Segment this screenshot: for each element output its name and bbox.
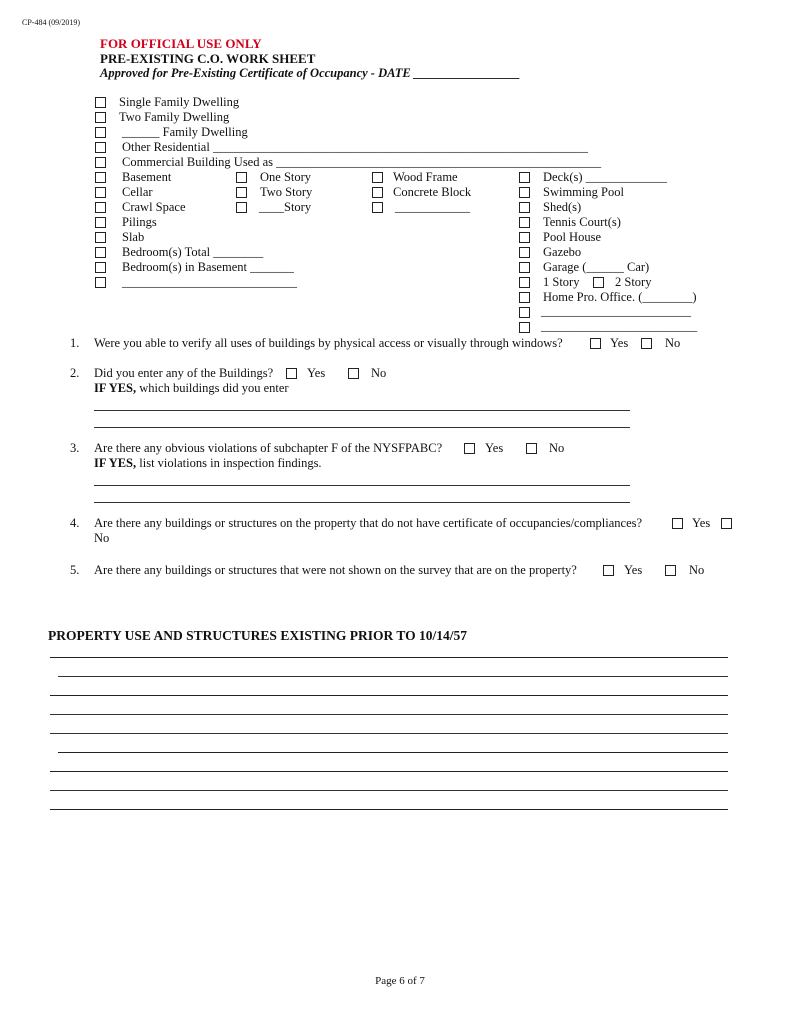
- label-one-story: One Story: [260, 170, 312, 184]
- checkbox-single-family[interactable]: [95, 97, 106, 108]
- q1-number: 1.: [70, 336, 80, 350]
- label-home-office: Home Pro. Office. (________): [543, 290, 697, 304]
- q2-no-label: No: [371, 366, 387, 380]
- label-decks: Deck(s) _____________: [543, 170, 667, 184]
- label-sheds: Shed(s): [543, 200, 582, 214]
- q2-no-checkbox[interactable]: [348, 368, 359, 379]
- label-wood-frame: Wood Frame: [393, 170, 458, 184]
- q5-text: Are there any buildings or structures that were not shown on the survey that are on the property?: [94, 563, 577, 577]
- label-col1-other: ____________________________: [122, 275, 297, 289]
- q3-answer-line-2[interactable]: [94, 502, 630, 503]
- label-slab: Slab: [122, 230, 145, 244]
- label-cellar: Cellar: [122, 185, 153, 199]
- checkbox-two-story[interactable]: [236, 187, 247, 198]
- label-gazebo: Gazebo: [543, 245, 582, 259]
- checkbox-wood-frame[interactable]: [372, 172, 383, 183]
- q4-yes-label: Yes: [692, 516, 711, 530]
- q1-text: Were you able to verify all uses of buildings by physical access or visually through windows?: [94, 336, 563, 350]
- property-use-line-1[interactable]: [50, 657, 728, 658]
- property-use-line-4[interactable]: [50, 714, 728, 715]
- label-two-story: Two Story: [260, 185, 313, 199]
- checkbox-decks[interactable]: [519, 172, 530, 183]
- q2-if-yes: IF YES,: [94, 381, 137, 395]
- q5-no-checkbox[interactable]: [665, 565, 676, 576]
- label-col4-other-1: ________________________: [541, 304, 691, 318]
- checkbox-concrete-block[interactable]: [372, 187, 383, 198]
- label-col3-other: ____________: [395, 200, 470, 214]
- q1-yes-checkbox[interactable]: [590, 338, 601, 349]
- checkbox-two-family[interactable]: [95, 112, 106, 123]
- q3-yes-label: Yes: [485, 441, 504, 455]
- label-basement: Basement: [122, 170, 172, 184]
- property-use-line-8[interactable]: [50, 790, 728, 791]
- property-use-line-7[interactable]: [50, 771, 728, 772]
- q3-followup-text: list violations in inspection findings.: [139, 456, 322, 470]
- q1-yes-label: Yes: [610, 336, 629, 350]
- checkbox-col4-other-1[interactable]: [519, 307, 530, 318]
- q5-yes-checkbox[interactable]: [603, 565, 614, 576]
- checkbox-garage-2-story[interactable]: [593, 277, 604, 288]
- q4-number: 4.: [70, 516, 80, 530]
- label-bedrooms-total: Bedroom(s) Total ________: [122, 245, 264, 259]
- property-use-line-6[interactable]: [58, 752, 728, 753]
- checkbox-crawl-space[interactable]: [95, 202, 106, 213]
- label-garage: Garage (______ Car): [543, 260, 650, 274]
- q1-no-label: No: [665, 336, 681, 350]
- checkbox-one-story[interactable]: [236, 172, 247, 183]
- checkbox-pilings[interactable]: [95, 217, 106, 228]
- q5-yes-label: Yes: [624, 563, 643, 577]
- q4-no-checkbox[interactable]: [721, 518, 732, 529]
- checkbox-swimming-pool[interactable]: [519, 187, 530, 198]
- property-use-line-3[interactable]: [50, 695, 728, 696]
- q2-number: 2.: [70, 366, 80, 380]
- form-code: CP-484 (09/2019): [22, 18, 80, 27]
- checkbox-pool-house[interactable]: [519, 232, 530, 243]
- checkbox-bedrooms-basement[interactable]: [95, 262, 106, 273]
- q3-yes-checkbox[interactable]: [464, 443, 475, 454]
- checkbox-col1-other[interactable]: [95, 277, 106, 288]
- q3-number: 3.: [70, 441, 80, 455]
- property-use-line-2[interactable]: [58, 676, 728, 677]
- label-two-family: Two Family Dwelling: [119, 110, 230, 124]
- worksheet-title: PRE-EXISTING C.O. WORK SHEET: [100, 51, 316, 66]
- label-single-family: Single Family Dwelling: [119, 95, 240, 109]
- q2-yes-label: Yes: [307, 366, 326, 380]
- checkbox-cellar[interactable]: [95, 187, 106, 198]
- checkbox-col4-other-2[interactable]: [519, 322, 530, 333]
- q2-answer-line-2[interactable]: [94, 427, 630, 428]
- q4-no-label: No: [94, 531, 110, 545]
- label-multi-family: ______ Family Dwelling: [122, 125, 248, 139]
- checkbox-col3-other[interactable]: [372, 202, 383, 213]
- label-garage-2-story: 2 Story: [615, 275, 652, 289]
- q2-answer-line-1[interactable]: [94, 410, 630, 411]
- label-other-residential: Other Residential ____________________________________________________________: [122, 140, 588, 154]
- checkbox-bedrooms-total[interactable]: [95, 247, 106, 258]
- label-pool-house: Pool House: [543, 230, 601, 244]
- q3-no-checkbox[interactable]: [526, 443, 537, 454]
- property-use-line-9[interactable]: [50, 809, 728, 810]
- label-tennis-court: Tennis Court(s): [543, 215, 621, 229]
- page-number: Page 6 of 7: [375, 975, 425, 987]
- q2-followup-text: which buildings did you enter: [139, 381, 289, 395]
- checkbox-multi-family[interactable]: [95, 127, 106, 138]
- q3-text: Are there any obvious violations of subchapter F of the NYSFPABC?: [94, 441, 443, 455]
- checkbox-commercial[interactable]: [95, 157, 106, 168]
- checkbox-garage-1-story[interactable]: [519, 277, 530, 288]
- section-title: PROPERTY USE AND STRUCTURES EXISTING PRIOR TO 10/14/57: [48, 628, 467, 643]
- q4-yes-checkbox[interactable]: [672, 518, 683, 529]
- label-n-story: ____Story: [259, 200, 312, 214]
- label-garage-1-story: 1 Story: [543, 275, 580, 289]
- approved-date-line: Approved for Pre-Existing Certificate of Occupancy - DATE _________________: [100, 66, 521, 80]
- label-col4-other-2: _________________________: [541, 319, 698, 333]
- label-bedrooms-basement: Bedroom(s) in Basement _______: [122, 260, 294, 274]
- label-crawl-space: Crawl Space: [122, 200, 186, 214]
- q3-if-yes: IF YES,: [94, 456, 137, 470]
- official-use-label: FOR OFFICIAL USE ONLY: [100, 36, 262, 51]
- label-concrete-block: Concrete Block: [393, 185, 472, 199]
- q4-text: Are there any buildings or structures on the property that do not have certificate of occupancies/compliances?: [94, 516, 643, 530]
- checkbox-slab[interactable]: [95, 232, 106, 243]
- q3-followup: [94, 456, 322, 471]
- q3-no-label: No: [549, 441, 565, 455]
- checkbox-sheds[interactable]: [519, 202, 530, 213]
- checkbox-n-story[interactable]: [236, 202, 247, 213]
- label-swimming-pool: Swimming Pool: [543, 185, 624, 199]
- checkbox-gazebo[interactable]: [519, 247, 530, 258]
- q5-number: 5.: [70, 563, 80, 577]
- checkbox-basement[interactable]: [95, 172, 106, 183]
- q5-no-label: No: [689, 563, 705, 577]
- q3-answer-line-1[interactable]: [94, 485, 630, 486]
- checkbox-tennis-court[interactable]: [519, 217, 530, 228]
- q2-yes-checkbox[interactable]: [286, 368, 297, 379]
- property-use-line-5[interactable]: [50, 733, 728, 734]
- checkbox-home-office[interactable]: [519, 292, 530, 303]
- checkbox-other-residential[interactable]: [95, 142, 106, 153]
- label-commercial: Commercial Building Used as ____________________________________________________: [122, 155, 602, 169]
- q2-text: Did you enter any of the Buildings?: [94, 366, 274, 380]
- q1-no-checkbox[interactable]: [641, 338, 652, 349]
- checkbox-garage[interactable]: [519, 262, 530, 273]
- label-pilings: Pilings: [122, 215, 157, 229]
- q2-followup: [94, 381, 289, 396]
